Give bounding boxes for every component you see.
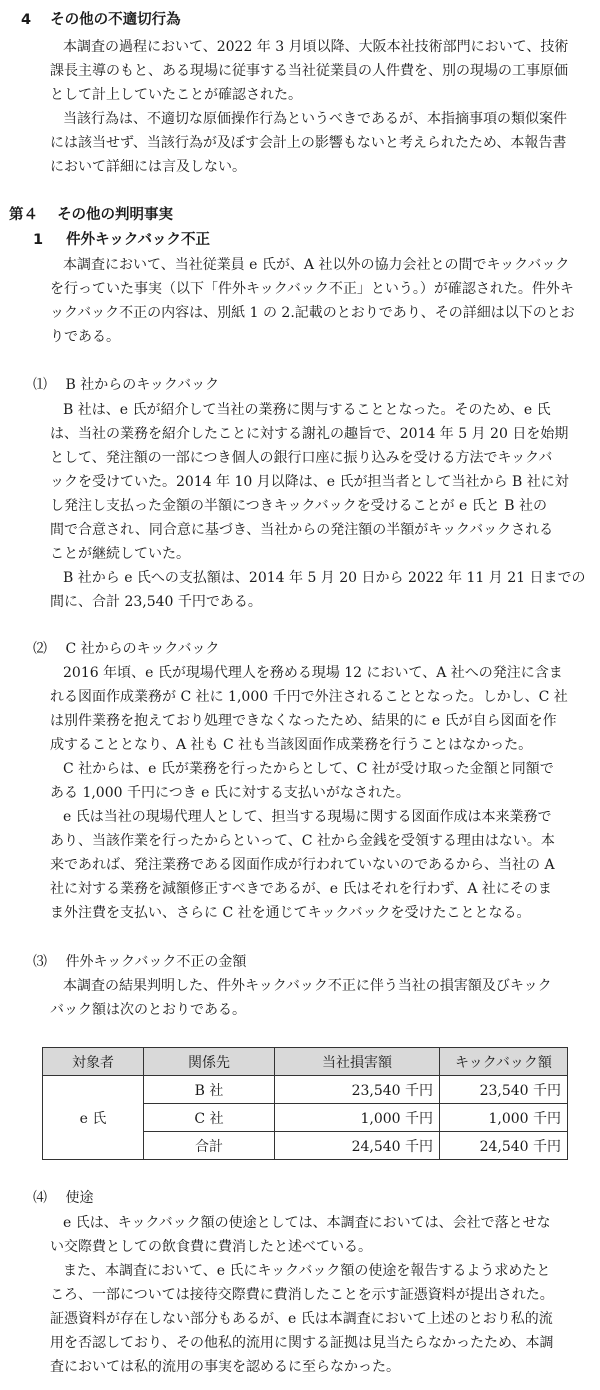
- column-header: キックバック額: [440, 1048, 568, 1076]
- kickback-amount-table: [42, 1047, 568, 1160]
- text-line: C 社からは、e 氏が業務を行ったからとして、C 社が受け取った金額と同額で: [63, 761, 554, 777]
- text-line: B 社から e 氏への支払額は、2014 年 5 月 20 日から 2022 年 11 月 21 日までの: [63, 570, 586, 586]
- text-line: として、発注額の一部につき個人の銀行口座に振り込みを受ける方法でキックバ: [50, 450, 553, 466]
- party-cell: 合計: [144, 1132, 275, 1160]
- item-1-heading: [33, 376, 219, 394]
- text-line: し発注し支払った金額の半額につきキックバックを受けることが e 氏と B 社の: [50, 498, 547, 514]
- damage-cell: 23,540 千円: [275, 1076, 440, 1104]
- item-4-heading: [33, 1189, 93, 1207]
- text-line: い交際費としての飲食費に費消したと述べている。: [50, 1239, 372, 1255]
- text-line: ま外注費を支払い、さらに C 社を通じてキックバックを受けたこととなる。: [50, 905, 531, 921]
- item-title: B 社からのキックバック: [65, 377, 220, 393]
- section-4-heading: [21, 11, 181, 29]
- text-line: 当該行為は、不適切な原価操作行為というべきであるが、本指摘事項の類似案件: [63, 111, 567, 127]
- kickback-cell: 1,000 千円: [440, 1104, 568, 1132]
- section-number: 4: [21, 12, 32, 28]
- text-line: ことが継続していた。: [50, 546, 190, 562]
- text-line: 証憑資料が存在しない部分もあるが、e 氏は本調査において上述のとおり私的流: [50, 1311, 553, 1327]
- table-row: [43, 1076, 568, 1104]
- text-line: において詳細には言及しない。: [50, 159, 246, 175]
- chapter-title: その他の判明事実: [57, 207, 174, 223]
- text-line: 本調査において、当社従業員 e 氏が、A 社以外の協力会社との間でキックバック: [63, 257, 570, 273]
- item-number: ⑷: [33, 1190, 47, 1206]
- text-line: 成することとなり、A 社も C 社も当該図面作成業務を行うことはなかった。: [50, 737, 533, 753]
- section-title: その他の不適切行為: [50, 12, 181, 28]
- text-line: 2016 年頃、e 氏が現場代理人を務める現場 12 において、A 社への発注に含ま: [63, 665, 563, 681]
- subsection-1-heading: [33, 231, 210, 249]
- chapter-number: 第４: [9, 207, 38, 223]
- text-line: には該当せず、当該行為が及ぼす会計上の影響もないと考えられたため、本報告書: [50, 135, 567, 151]
- text-line: また、本調査において、e 氏にキックバック額の使途を報告するよう求めたと: [63, 1263, 551, 1279]
- text-line: B 社は、e 氏が紹介して当社の業務に関与することとなった。そのため、e 氏: [63, 402, 551, 418]
- item-number: ⑵: [33, 641, 47, 657]
- party-cell: B 社: [144, 1076, 275, 1104]
- item-title: C 社からのキックバック: [65, 641, 220, 657]
- kickback-cell: 23,540 千円: [440, 1076, 568, 1104]
- table-header-row: [43, 1048, 568, 1076]
- damage-cell: 1,000 千円: [275, 1104, 440, 1132]
- text-line: 本調査の結果判明した、件外キックバック不正に伴う当社の損害額及びキック: [63, 978, 552, 994]
- item-2-heading: [33, 640, 220, 658]
- text-line: あり、当該作業を行ったからといって、C 社から金銭を受領する理由はない。本: [50, 833, 555, 849]
- item-number: ⑶: [33, 954, 47, 970]
- text-line: 本調査の過程において、2022 年 3 月頃以降、大阪本社技術部門において、技術: [63, 39, 569, 55]
- text-line: を行っていた事実（以下「件外キックバック不正」という。）が確認された。件外キ: [50, 281, 574, 297]
- text-line: e 氏は当社の現場代理人として、担当する現場に関する図面作成は本来業務で: [63, 809, 552, 825]
- text-line: e 氏は、キックバック額の使途としては、本調査においては、会社で落とせな: [63, 1215, 551, 1231]
- text-line: 間に、合計 23,540 千円である。: [50, 594, 262, 610]
- text-line: れる図面作成業務が C 社に 1,000 千円で外注されることとなった。しかし、C 社: [50, 689, 568, 705]
- subject-cell: e 氏: [43, 1076, 144, 1160]
- item-3-heading: [33, 953, 246, 971]
- text-line: バック額は次のとおりである。: [50, 1002, 246, 1018]
- item-title: 件外キックバック不正の金額: [65, 954, 247, 970]
- text-line: 用を否認しており、その他私的流用に関する証拠は見当たらなかったため、本調: [50, 1335, 554, 1351]
- kickback-cell: 24,540 千円: [440, 1132, 568, 1160]
- text-line: ックバック不正の内容は、別紙 1 の 2.記載のとおりであり、その詳細は以下のとお: [50, 305, 575, 321]
- text-line: として計上していたことが確認された。: [50, 87, 302, 103]
- text-line: りである。: [50, 329, 120, 345]
- item-number: ⑴: [33, 377, 47, 393]
- subsection-title: 件外キックバック不正: [66, 232, 210, 248]
- column-header: 対象者: [43, 1048, 144, 1076]
- party-cell: C 社: [144, 1104, 275, 1132]
- item-title: 使途: [65, 1190, 94, 1206]
- column-header: 当社損害額: [275, 1048, 440, 1076]
- text-line: 査においては私的流用の事実を認めるに至らなかった。: [50, 1359, 400, 1375]
- text-line: ころ、一部については接待交際費に費消したことを示す証憑資料が提出された。: [50, 1287, 554, 1303]
- damage-cell: 24,540 千円: [275, 1132, 440, 1160]
- text-line: ある 1,000 千円につき e 氏に対する支払いがなされた。: [50, 785, 410, 801]
- text-line: 課長主導のもと、ある現場に従事する当社従業員の人件費を、別の現場の工事原価: [50, 63, 568, 79]
- text-line: 社に対する業務を減額修正すべきであるが、e 氏はそれを行わず、A 社にそのま: [50, 881, 552, 897]
- column-header: 関係先: [144, 1048, 275, 1076]
- text-line: 来であれば、発注業務である図面作成が行われていないのであるから、当社の A: [50, 857, 555, 873]
- subsection-number: 1: [33, 232, 44, 248]
- text-line: 間で合意され、同合意に基づき、当社からの発注額の半額がキックバックされる: [50, 522, 554, 538]
- text-line: は、当社の業務を紹介したことに対する謝礼の趣旨で、2014 年 5 月 20 日を始期: [50, 426, 569, 442]
- chapter-4-heading: [9, 206, 173, 224]
- text-line: ックを受けていた。2014 年 10 月以降は、e 氏が担当者として当社から B 社に対: [50, 474, 569, 490]
- text-line: は別件業務を抱えており処理できなくなったため、結果的に e 氏が自ら図面を作: [50, 713, 557, 729]
